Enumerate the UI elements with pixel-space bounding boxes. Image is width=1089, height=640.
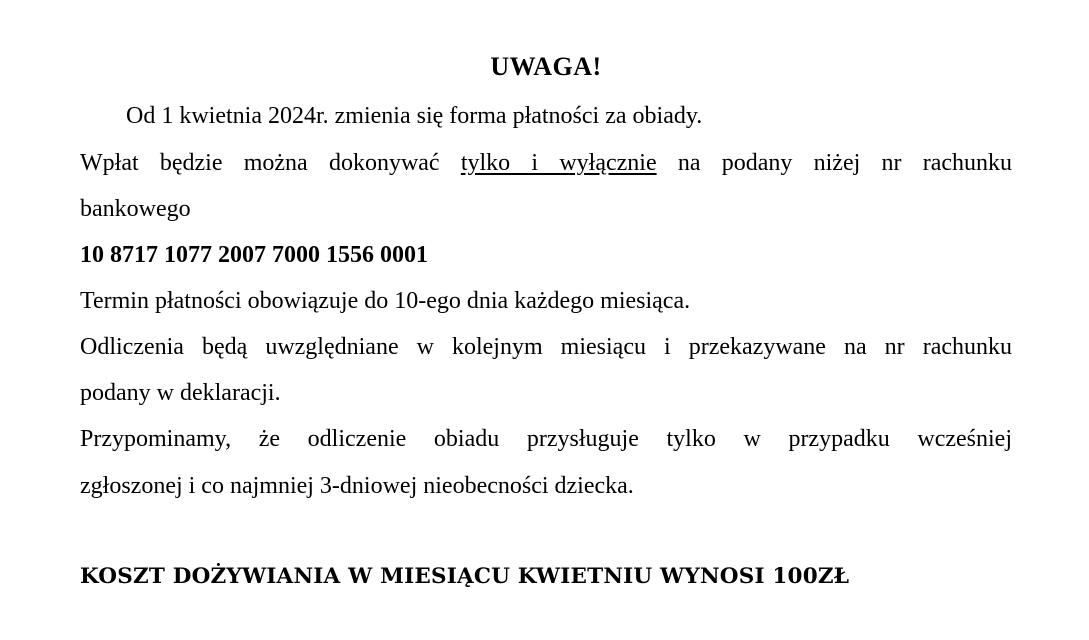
reminder-paragraph-line1: Przypominamy, że odliczenie obiadu przysługuje tylko w przypadku wcześniej xyxy=(80,426,1012,452)
notice-title: UWAGA! xyxy=(490,52,602,81)
payment-paragraph-line1 xyxy=(80,147,1012,179)
bank-account-number: 10 8717 1077 2007 7000 1556 0001 xyxy=(80,242,428,268)
payment-text-after: na podany niżej nr rachunku xyxy=(677,150,1013,176)
intro-paragraph: Od 1 kwietnia 2024r. zmienia się forma płatności za obiady. xyxy=(126,103,703,129)
payment-paragraph-line2: bankowego xyxy=(80,196,191,222)
monthly-cost-heading: KOSZT DOŻYWIANIA W MIESIĄCU KWIETNIU WYNOSI 100ZŁ xyxy=(80,564,850,589)
payment-deadline: Termin płatności obowiązuje do 10-ego dnia każdego miesiąca. xyxy=(80,288,691,314)
payment-text-before: Wpłat będzie można dokonywać xyxy=(80,150,440,176)
payment-emphasis-underlined: tylko i wyłącznie xyxy=(460,150,657,176)
reminder-paragraph-line2: zgłoszonej i co najmniej 3-dniowej nieobecności dziecka. xyxy=(80,473,634,499)
deductions-paragraph-line1: Odliczenia będą uwzględniane w kolejnym miesiącu i przekazywane na nr rachunku xyxy=(80,334,1012,360)
deductions-paragraph-line2: podany w deklaracji. xyxy=(80,380,281,406)
